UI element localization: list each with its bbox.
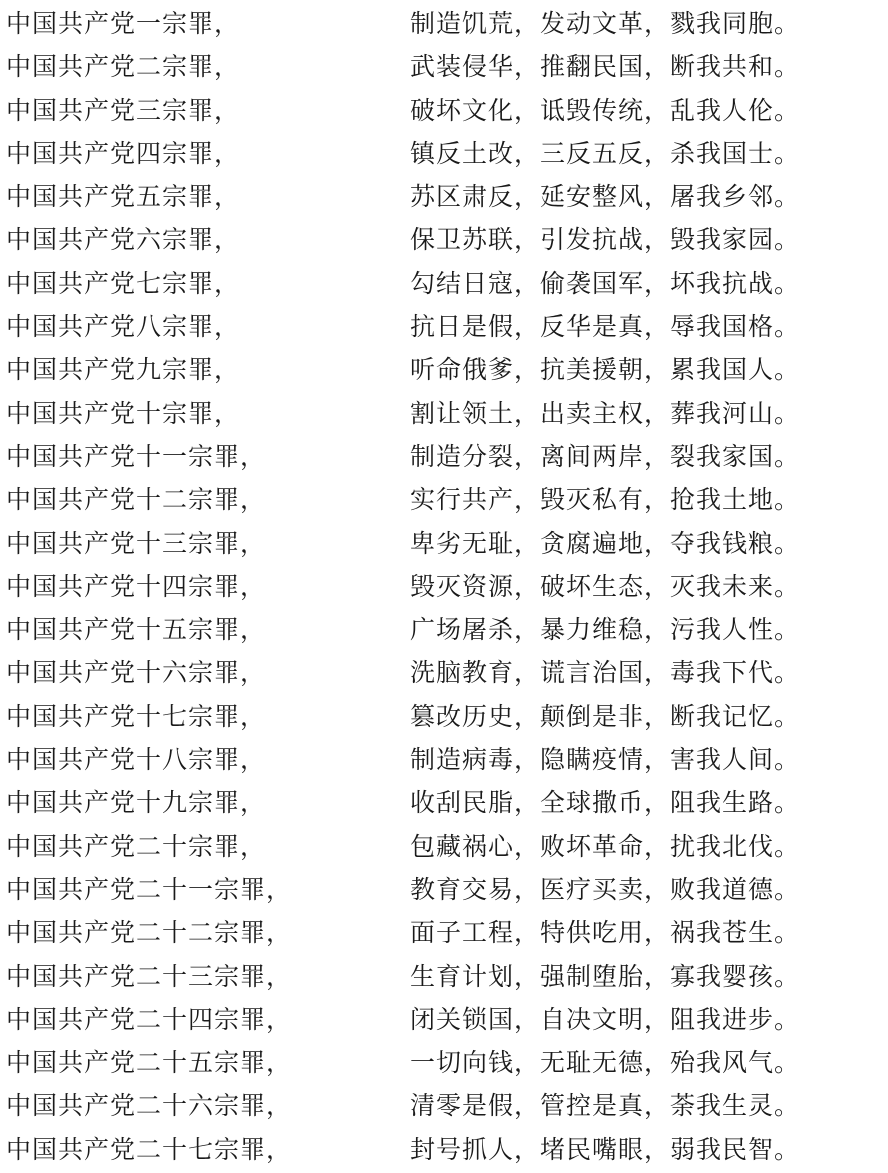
line-heading: 中国共产党二十五宗罪， bbox=[6, 1048, 293, 1078]
line-heading: 中国共产党七宗罪， bbox=[6, 268, 241, 298]
line-text: 教育交易，医疗买卖，败我道德。 bbox=[410, 874, 801, 904]
text-line bbox=[0, 262, 888, 305]
line-heading: 中国共产党九宗罪， bbox=[6, 355, 241, 385]
text-line bbox=[0, 955, 888, 998]
line-text: 一切向钱，无耻无德，殆我风气。 bbox=[410, 1048, 801, 1078]
text-line bbox=[0, 1084, 888, 1127]
line-text: 面子工程，特供吃用，祸我苍生。 bbox=[410, 918, 801, 948]
line-heading: 中国共产党十四宗罪， bbox=[6, 571, 267, 601]
line-text: 广场屠杀，暴力维稳，污我人性。 bbox=[410, 615, 801, 645]
text-line bbox=[0, 348, 888, 391]
line-heading: 中国共产党十七宗罪， bbox=[6, 701, 267, 731]
text-line bbox=[0, 911, 888, 954]
line-text: 镇反土改，三反五反，杀我国士。 bbox=[410, 138, 801, 168]
text-line bbox=[0, 608, 888, 651]
line-text: 卑劣无耻，贪腐遍地，夺我钱粮。 bbox=[410, 528, 801, 558]
text-line bbox=[0, 478, 888, 521]
line-heading: 中国共产党十宗罪， bbox=[6, 398, 241, 428]
text-line bbox=[0, 1041, 888, 1084]
text-line bbox=[0, 868, 888, 911]
line-heading: 中国共产党十六宗罪， bbox=[6, 658, 267, 688]
line-text: 封号抓人，堵民嘴眼，弱我民智。 bbox=[410, 1134, 801, 1164]
line-text: 洗脑教育，谎言治国，毒我下代。 bbox=[410, 658, 801, 688]
text-line bbox=[0, 89, 888, 132]
line-heading: 中国共产党十八宗罪， bbox=[6, 745, 267, 775]
line-text: 割让领土，出卖主权，葬我河山。 bbox=[410, 398, 801, 428]
line-heading: 中国共产党二十二宗罪， bbox=[6, 918, 293, 948]
text-line bbox=[0, 305, 888, 348]
text-line bbox=[0, 651, 888, 694]
line-heading: 中国共产党八宗罪， bbox=[6, 312, 241, 342]
line-text: 制造饥荒，发动文革，戮我同胞。 bbox=[410, 9, 801, 38]
line-text: 包藏祸心，败坏革命，扰我北伐。 bbox=[410, 831, 801, 861]
text-line bbox=[0, 998, 888, 1041]
line-text: 破坏文化，诋毁传统，乱我人伦。 bbox=[410, 95, 801, 125]
text-line bbox=[0, 565, 888, 608]
text-line bbox=[0, 695, 888, 738]
line-text: 听命俄爹，抗美援朝，累我国人。 bbox=[410, 355, 801, 385]
text-line bbox=[0, 825, 888, 868]
line-text: 闭关锁国，自决文明，阻我进步。 bbox=[410, 1004, 801, 1034]
line-text: 制造分裂，离间两岸，裂我家国。 bbox=[410, 441, 801, 471]
text-line bbox=[0, 175, 888, 218]
text-line bbox=[0, 522, 888, 565]
text-line bbox=[0, 1128, 888, 1171]
line-heading: 中国共产党十五宗罪， bbox=[6, 615, 267, 645]
text-line bbox=[0, 392, 888, 435]
line-heading: 中国共产党二十宗罪， bbox=[6, 831, 267, 861]
line-text: 生育计划，强制堕胎，寡我婴孩。 bbox=[410, 961, 801, 991]
line-text: 毁灭资源，破坏生态，灭我未来。 bbox=[410, 571, 801, 601]
line-text: 保卫苏联，引发抗战，毁我家园。 bbox=[410, 225, 801, 255]
line-text: 清零是假，管控是真，荼我生灵。 bbox=[410, 1091, 801, 1121]
text-line bbox=[0, 45, 888, 88]
line-heading: 中国共产党三宗罪， bbox=[6, 95, 241, 125]
line-heading: 中国共产党四宗罪， bbox=[6, 138, 241, 168]
line-heading: 中国共产党二十六宗罪， bbox=[6, 1091, 293, 1121]
line-text: 收刮民脂，全球撒币，阻我生路。 bbox=[410, 788, 801, 818]
line-text: 篡改历史，颠倒是非，断我记忆。 bbox=[410, 701, 801, 731]
text-line bbox=[0, 2, 888, 45]
line-heading: 中国共产党一宗罪， bbox=[6, 9, 241, 38]
line-text: 抗日是假，反华是真，辱我国格。 bbox=[410, 312, 801, 342]
text-line bbox=[0, 738, 888, 781]
line-heading: 中国共产党五宗罪， bbox=[6, 182, 241, 212]
text-line bbox=[0, 218, 888, 261]
line-text: 实行共产，毁灭私有，抢我土地。 bbox=[410, 485, 801, 515]
text-line bbox=[0, 435, 888, 478]
line-heading: 中国共产党二十七宗罪， bbox=[6, 1134, 293, 1164]
line-heading: 中国共产党十二宗罪， bbox=[6, 485, 267, 515]
line-heading: 中国共产党十九宗罪， bbox=[6, 788, 267, 818]
text-line bbox=[0, 132, 888, 175]
line-heading: 中国共产党二宗罪， bbox=[6, 52, 241, 82]
line-text: 苏区肃反，延安整风，屠我乡邻。 bbox=[410, 182, 801, 212]
line-heading: 中国共产党十一宗罪， bbox=[6, 441, 267, 471]
line-heading: 中国共产党二十四宗罪， bbox=[6, 1004, 293, 1034]
line-heading: 中国共产党二十一宗罪， bbox=[6, 874, 293, 904]
line-text: 勾结日寇，偷袭国军，坏我抗战。 bbox=[410, 268, 801, 298]
document-body bbox=[0, 2, 888, 1171]
line-heading: 中国共产党二十三宗罪， bbox=[6, 961, 293, 991]
text-line bbox=[0, 781, 888, 824]
line-heading: 中国共产党六宗罪， bbox=[6, 225, 241, 255]
line-text: 制造病毒，隐瞒疫情，害我人间。 bbox=[410, 745, 801, 775]
line-text: 武装侵华，推翻民国，断我共和。 bbox=[410, 52, 801, 82]
line-heading: 中国共产党十三宗罪， bbox=[6, 528, 267, 558]
